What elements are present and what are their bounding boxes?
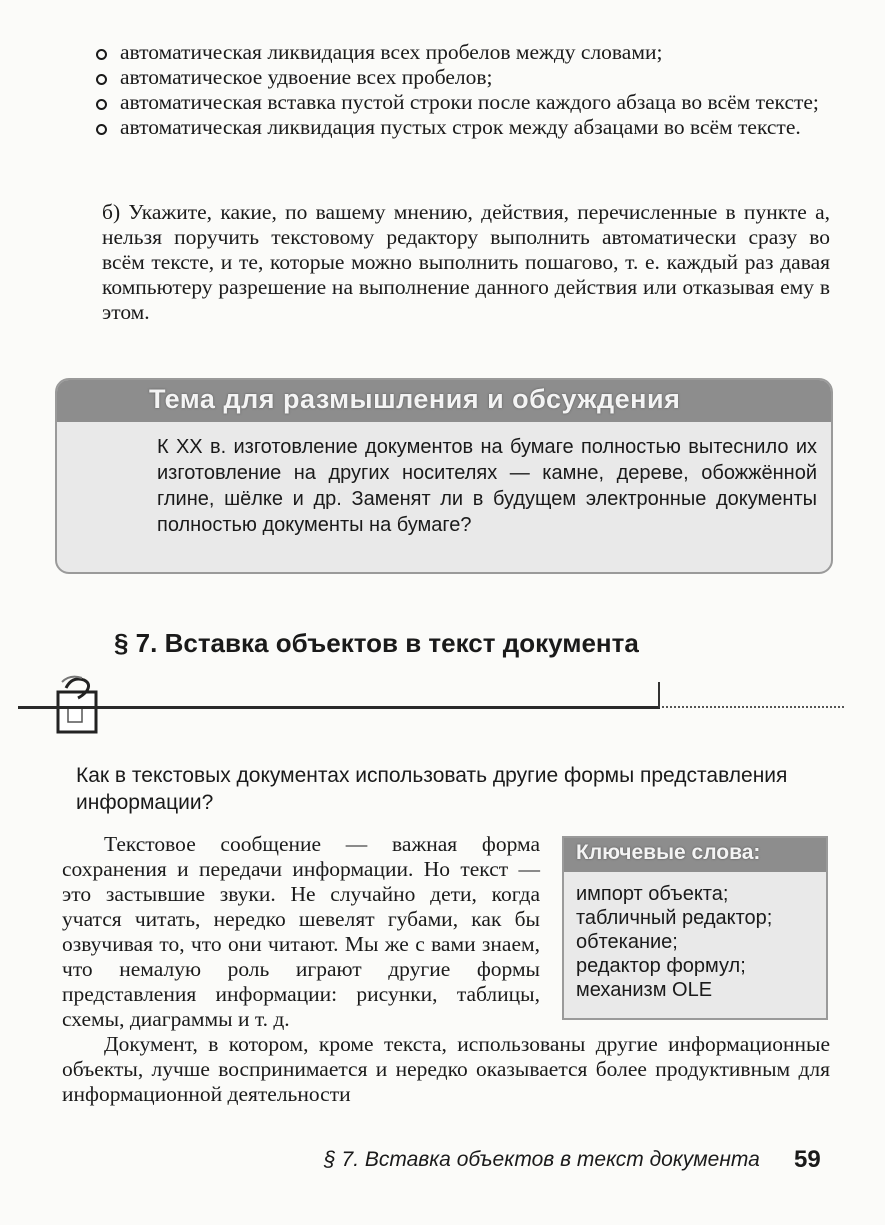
list-item: автоматическая ликвидация пустых строк между абзацами во всём тексте. <box>94 115 834 140</box>
body-paragraph-1: Текстовое сообщение — важная форма сохранения и передачи информации. Но текст — это застывшие звуки. Не случайно дети, когда учатся читать, нередко шевелят губами, как бы озвучивая то, что они читают. Мы же с вами знаем, что немалую роль играют другие формы представления информации: рисунки, таблицы, схемы, диаграммы и т. д. <box>62 832 540 1031</box>
discussion-title: Тема для размышления и обсуждения <box>149 384 681 414</box>
keywords-title: Ключевые слова: <box>576 841 761 864</box>
section-rule-tick <box>658 682 660 708</box>
task-b-paragraph: б) Укажите, какие, по вашему мнению, действия, перечисленные в пункте а, нельзя поручить текстовому редактору выполнить автоматически сразу во всём тексте, и те, которые можно выполнить пошагово, т. е. каждый раз давая компьютеру разрешение на выполнение данного действия или отказывая ему в этом. <box>102 200 830 324</box>
list-item: автоматическая вставка пустой строки после каждого абзаца во всём тексте; <box>94 90 834 115</box>
keyword-item: обтекание; <box>576 931 678 953</box>
keywords-header <box>564 838 826 872</box>
discussion-box <box>55 378 833 574</box>
keywords-box <box>562 836 828 1020</box>
discussion-header <box>57 380 831 422</box>
running-footer-title: § 7. Вставка объектов в текст документа <box>324 1148 760 1171</box>
bullet-list <box>94 40 834 140</box>
section-title: § 7. Вставка объектов в текст документа <box>114 628 639 658</box>
keyword-item: механизм OLE <box>576 979 713 1001</box>
page-number: 59 <box>794 1146 821 1173</box>
keyword-item: табличный редактор; <box>576 907 773 929</box>
section-rule-dotted <box>662 706 844 708</box>
keyword-item: импорт объекта; <box>576 883 729 905</box>
list-item: автоматическая ликвидация всех пробелов между словами; <box>94 40 834 65</box>
keyword-item: редактор формул; <box>576 955 746 977</box>
lesson-question: Как в текстовых документах использовать другие формы представления информации? <box>76 764 788 814</box>
body-paragraph-2: Документ, в котором, кроме текста, использованы другие информационные объекты, лучше воспринимается и нередко оказывается более продуктивным для информационной деятельности <box>62 1032 830 1106</box>
list-item: автоматическое удвоение всех пробелов; <box>94 65 834 90</box>
discussion-body: К XX в. изготовление документов на бумаге полностью вытеснило их изготовление на других носителях — камне, дереве, обожжённой глине, шёлке и др. Заменят ли в будущем электронные документы полностью документы на бумаге? <box>157 436 817 536</box>
question-book-icon <box>52 674 102 734</box>
keywords-list <box>576 882 772 1002</box>
section-rule <box>18 706 660 709</box>
